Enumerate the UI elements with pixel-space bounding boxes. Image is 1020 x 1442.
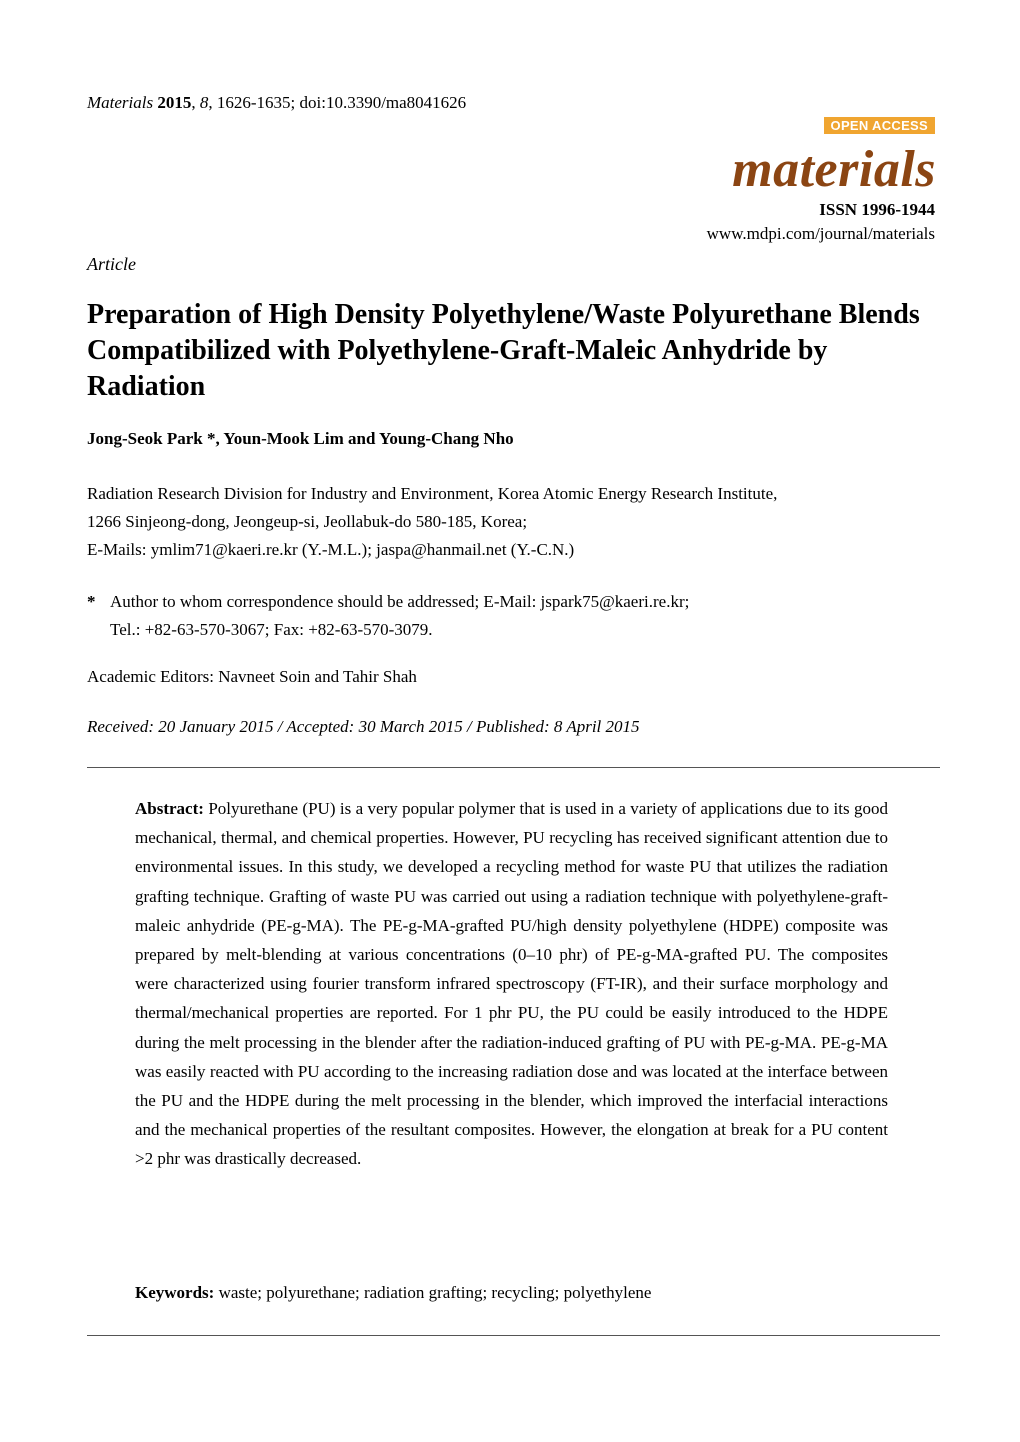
correspondence xyxy=(110,588,950,644)
pages-doi: , 1626-1635; doi:10.3390/ma8041626 xyxy=(208,93,467,112)
journal-volume: 8 xyxy=(199,93,209,112)
paper-title: Preparation of High Density Polyethylene/Waste Polyurethane Blends Compatibilized with Polyethylene-Graft-Maleic Anhydride by Radiation xyxy=(87,299,920,402)
academic-editors: Academic Editors: Navneet Soin and Tahir Shah xyxy=(87,667,417,686)
journal-year: 2015 xyxy=(157,93,192,112)
open-access-badge: OPEN ACCESS xyxy=(824,117,935,134)
divider-top xyxy=(87,767,940,768)
divider-bottom xyxy=(87,1335,940,1336)
correspondence-line: Author to whom correspondence should be addressed; E-Mail: jspark75@kaeri.re.kr; xyxy=(110,592,690,611)
affiliation-line: Radiation Research Division for Industry and Environment, Korea Atomic Energy Research Institute, xyxy=(87,484,778,503)
email-line: E-Mails: ymlim71@kaeri.re.kr (Y.-M.L.); jaspa@hanmail.net (Y.-C.N.) xyxy=(87,540,575,559)
keywords xyxy=(135,1282,888,1304)
abstract-text: Polyurethane (PU) is a very popular polymer that is used in a variety of applications due to its good mechanical, thermal, and chemical properties. However, PU recycling has received significant attention due to environmental issues. In this study, we developed a recycling method for waste PU that utilizes the radiation grafting technique. Grafting of waste PU was carried out using a radiation technique with polyethylene-graft-maleic anhydride (PE-g-MA). The PE-g-MA-grafted PU/high density polyethylene (HDPE) composite was prepared by melt-blending at various concentrations (0–10 phr) of PE-g-MA-grafted PU. The composites were characterized using fourier transform infrared spectroscopy (FT-IR), and their surface morphology and thermal/mechanical properties are reported. For 1 phr PU, the PU could be easily introduced to the HDPE during the melt processing in the blender after the radiation-induced grafting of PU with PE-g-MA. PE-g-MA was easily reacted with PU according to the increasing radiation dose and was located at the interface between the PU and the HDPE during the melt processing in the blender, which improved the interfacial interactions and the mechanical properties of the resultant composites. However, the elongation at break for a PU content >2 phr was drastically decreased. xyxy=(135,799,888,1169)
affiliation xyxy=(87,480,947,564)
citation-line: Materials 2015, 8, 1626-1635; doi:10.3390/ma8041626 xyxy=(87,93,467,112)
correspondence-line: Tel.: +82-63-570-3067; Fax: +82-63-570-3079. xyxy=(110,620,433,639)
journal-logo: materials xyxy=(732,141,936,198)
issn: ISSN 1996-1944 xyxy=(819,200,935,219)
article-type: Article xyxy=(87,254,136,274)
journal-url[interactable]: www.mdpi.com/journal/materials xyxy=(706,224,935,243)
keywords-text: waste; polyurethane; radiation grafting; recycling; polyethylene xyxy=(218,1283,652,1302)
keywords-label: Keywords: xyxy=(135,1283,215,1302)
authors: Jong-Seok Park *, Youn-Mook Lim and Young-Chang Nho xyxy=(87,429,514,448)
correspondence-marker: * xyxy=(87,592,96,611)
abstract-label: Abstract: xyxy=(135,799,204,818)
abstract xyxy=(135,794,888,1174)
journal-name: Materials xyxy=(87,93,154,112)
publication-dates: Received: 20 January 2015 / Accepted: 30 March 2015 / Published: 8 April 2015 xyxy=(87,717,640,736)
affiliation-line: 1266 Sinjeong-dong, Jeongeup-si, Jeollabuk-do 580-185, Korea; xyxy=(87,512,528,531)
